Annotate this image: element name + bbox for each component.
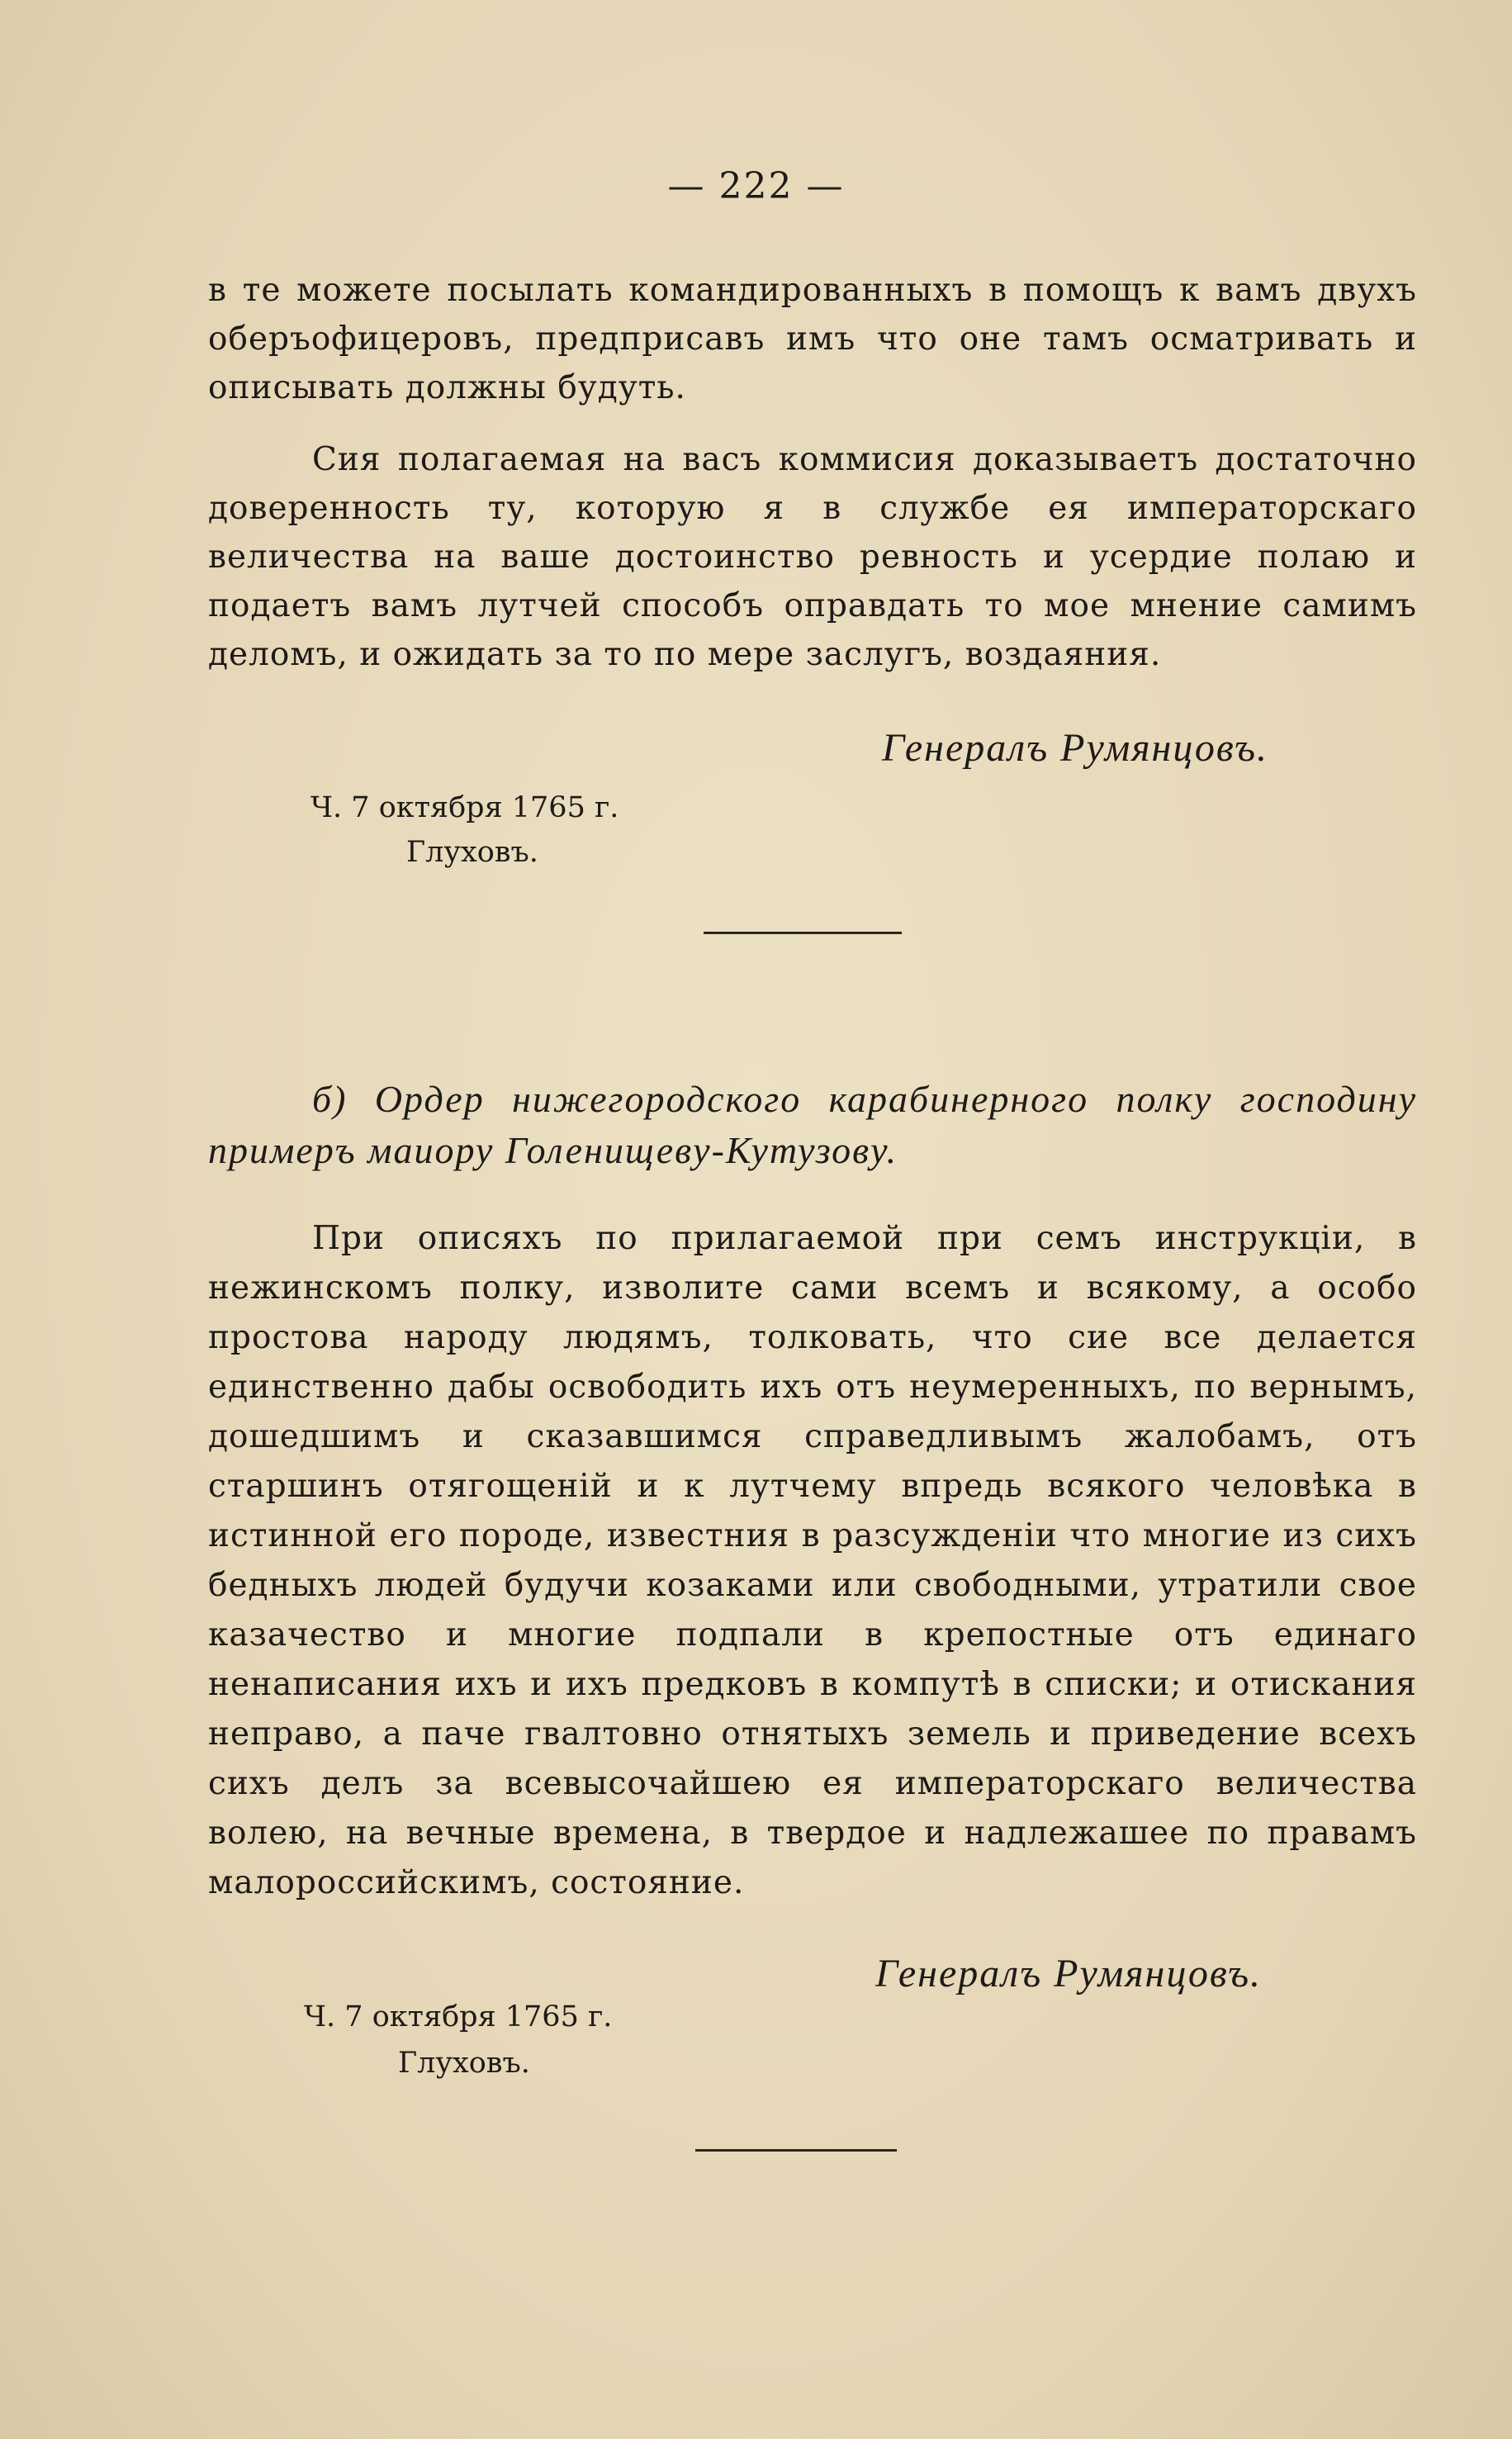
section-divider-1 — [704, 932, 902, 934]
place-line-2: Глуховъ. — [398, 2047, 530, 2080]
paragraph-commission: Сия полагаемая на васъ коммисия доказываетъ достаточно доверенность ту, которую я в службе ея императорскаго величества на ваше достоинство ревность и усердие полаю и подаетъ вамъ лутчей способъ оправдать то мое мнение самимъ деломъ, и ожидать за то по мере заслугъ, воздаяния. — [208, 441, 1417, 673]
date-line-1: Ч. 7 октября 1765 г. — [310, 791, 619, 824]
signature-rumyantsov-2: Генералъ Румянцовъ. — [875, 1952, 1263, 1995]
place-line-1: Глуховъ. — [406, 836, 538, 869]
order-heading: б) Ордер нижегородского карабинерного полку господину примеръ маиору Голенищеву-Кутузову. — [208, 1078, 1417, 1171]
paragraph-order: При описяхъ по прилагаемой при семъ инструкціи, в нежинскомъ полку, изволите сами всемъ и всякому, а особо простова народу людямъ, толковать, что сие все делается единственно дабы освободить ихъ отъ неумеренныхъ, по вернымъ, дошедшимъ и сказавшимся справедливымъ жалобамъ, отъ старшинъ отягощеній и к лутчему впредь всякого человѣка в истинной его породе, известния в разсужденіи что многие из сихъ бедныхъ людей будучи козаками или свободными, утратили свое казачество и многие подпали в крепостные отъ единаго ненаписания ихъ и ихъ предковъ в компутѣ в списки; и отискания неправо, а паче гвалтовно отнятыхъ земель и приведение всехъ сихъ делъ за всевысочайшею ея императорскаго величества волею, на вечные времена, в твердое и надлежашее по правамъ малороссийскимъ, состояние. — [208, 1220, 1417, 1901]
page-number: — 222 — — [667, 165, 845, 207]
section-divider-2 — [695, 2149, 897, 2152]
date-line-2: Ч. 7 октября 1765 г. — [304, 2000, 613, 2033]
paragraph-continuation: в те можете посылать командированныхъ в помощъ к вамъ двухъ оберъофицеровъ, предприсавъ имъ что оне тамъ осматривать и описывать должны будуть. — [208, 272, 1417, 406]
signature-rumyantsov-1: Генералъ Румянцовъ. — [882, 726, 1269, 770]
